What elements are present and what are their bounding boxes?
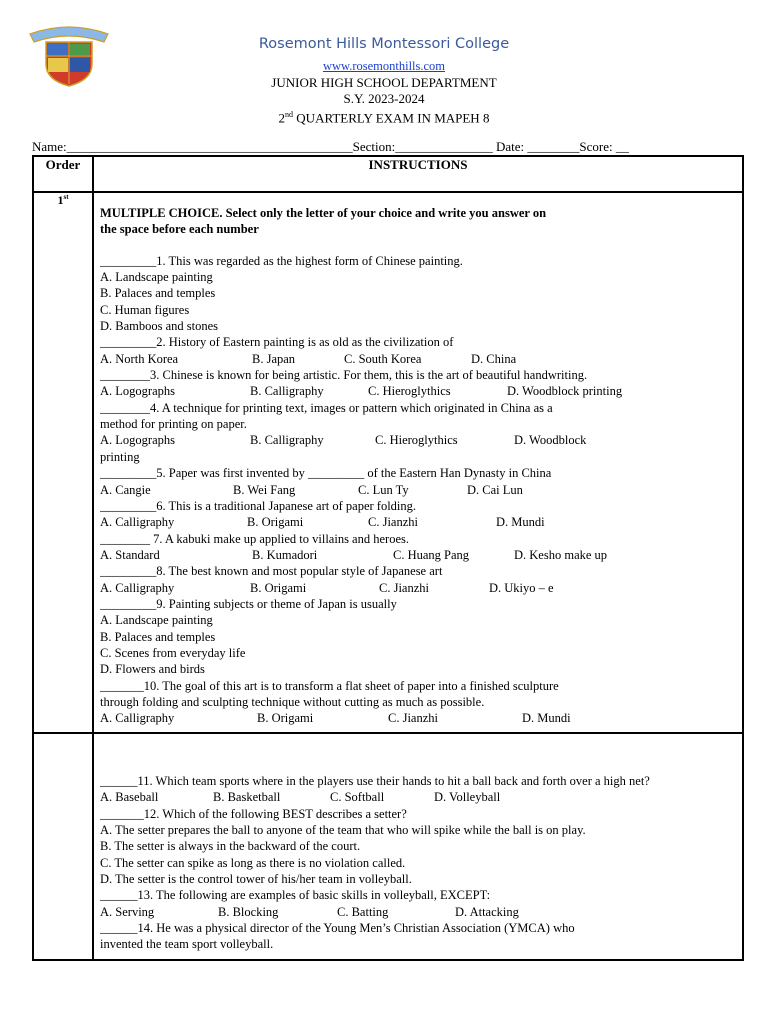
choices-row: A. Calligraphy B. Origami C. Jianzhi D. Ukiyo – e — [100, 580, 554, 595]
school-year: S.Y. 2023-2024 — [343, 91, 425, 106]
choice: C. Scenes from everyday life — [100, 645, 246, 660]
order-cell-2 — [33, 733, 93, 960]
question-5: _________5. Paper was first invented by _________ of the Eastern Han Dynasty in China — [100, 466, 552, 481]
choice-cont: printing — [100, 449, 140, 464]
choices-row: A. Logographs B. Calligraphy C. Hieroglythics D. Woodblock printing — [100, 384, 623, 399]
choices-row: A. Calligraphy B. Origami C. Jianzhi D. Mundi — [100, 711, 571, 726]
choice: B. The setter is always in the backward of the court. — [100, 839, 361, 854]
question-9: _________9. Painting subjects or theme of Japan is usually — [100, 596, 397, 611]
document-header — [0, 34, 768, 126]
question-4: ________4. A technique for printing text, images or pattern which originated in China as a — [100, 400, 553, 415]
question-10: _______10. The goal of this art is to transform a flat sheet of paper into a finished sculpture — [100, 678, 559, 693]
choice: C. Human figures — [100, 302, 190, 317]
choice: D. The setter is the control tower of his/her team in volleyball. — [100, 872, 412, 887]
choices-row: A. Logographs B. Calligraphy C. Hieroglythics D. Woodblock — [100, 433, 587, 448]
question-12: _______12. Which of the following BEST describes a setter? — [100, 806, 407, 821]
choices-row: A. Serving B. Blocking C. Batting D. Attacking — [100, 904, 519, 919]
question-13: ______13. The following are examples of basic skills in volleyball, EXCEPT: — [100, 888, 491, 903]
choices-row: A. Cangie B. Wei Fang C. Lun Ty D. Cai Lun — [100, 482, 523, 497]
school-name: Rosemont Hills Montessori College — [258, 36, 510, 52]
instructions-column-header: INSTRUCTIONS — [93, 156, 743, 192]
score-label: Score: — [579, 139, 613, 154]
choice: D. Flowers and birds — [100, 662, 205, 677]
choice: A. Landscape painting — [100, 613, 213, 628]
choice: A. The setter prepares the ball to anyone of the team that who will spike while the ball is on play. — [100, 823, 586, 838]
instruction-line: MULTIPLE CHOICE. Select only the letter of your choice and write you answer on — [100, 206, 547, 220]
question-1: _________1. This was regarded as the highest form of Chinese painting. — [100, 253, 463, 268]
question-4-cont: method for printing on paper. — [100, 417, 247, 432]
question-14-cont: invented the team sport volleyball. — [100, 937, 274, 952]
question-6: _________6. This is a traditional Japanese art of paper folding. — [100, 498, 417, 513]
question-2: _________2. History of Eastern painting is as old as the civilization of — [100, 335, 454, 350]
question-7: ________ 7. A kabuki make up applied to villains and heroes. — [100, 531, 409, 546]
instruction-line: the space before each number — [100, 222, 259, 237]
question-14: ______14. He was a physical director of the Young Men’s Christian Association (YMCA) who — [100, 921, 575, 936]
choice: D. Bamboos and stones — [100, 319, 219, 334]
department-title: JUNIOR HIGH SCHOOL DEPARTMENT — [271, 75, 497, 90]
question-3: ________3. Chinese is known for being artistic. For them, this is the art of beautiful handwriting. — [100, 368, 588, 383]
choice: C. The setter can spike as long as there is no violation called. — [100, 855, 406, 870]
question-11: ______11. Which team sports where in the players use their hands to hit a ball back and forth over a high net? — [100, 774, 650, 788]
question-8: _________8. The best known and most popular style of Japanese art — [100, 564, 443, 579]
section1-cell — [93, 192, 743, 733]
choice: A. Landscape painting — [100, 270, 213, 285]
order-cell-1: 1st — [33, 192, 93, 733]
exam-title: 2nd QUARTERLY EXAM IN MAPEH 8 — [278, 110, 490, 126]
order-column-header: Order — [33, 156, 93, 192]
student-info-line: Name:____________________________________________Section:_______________ Date: ________Score: __ — [32, 139, 629, 154]
choices-row: A. Baseball B. Basketball C. Softball D. Volleyball — [100, 790, 501, 805]
choices-row: A. Standard B. Kumadori C. Huang Pang D. Kesho make up — [100, 547, 608, 562]
date-label: Date: — [496, 139, 525, 154]
question-10-cont: through folding and sculpting technique without cutting as much as possible. — [100, 694, 485, 709]
choices-row: A. North Korea B. Japan C. South Korea D. China — [100, 351, 517, 366]
name-label: Name: — [32, 139, 67, 154]
choices-row: A. Calligraphy B. Origami C. Jianzhi D. Mundi — [100, 515, 545, 530]
section-label: Section: — [352, 139, 396, 154]
exam-table — [32, 155, 744, 961]
choice: B. Palaces and temples — [100, 286, 216, 301]
section2-cell — [93, 733, 743, 960]
school-website-link[interactable]: www.rosemonthills.com — [322, 59, 446, 73]
choice: B. Palaces and temples — [100, 629, 216, 644]
